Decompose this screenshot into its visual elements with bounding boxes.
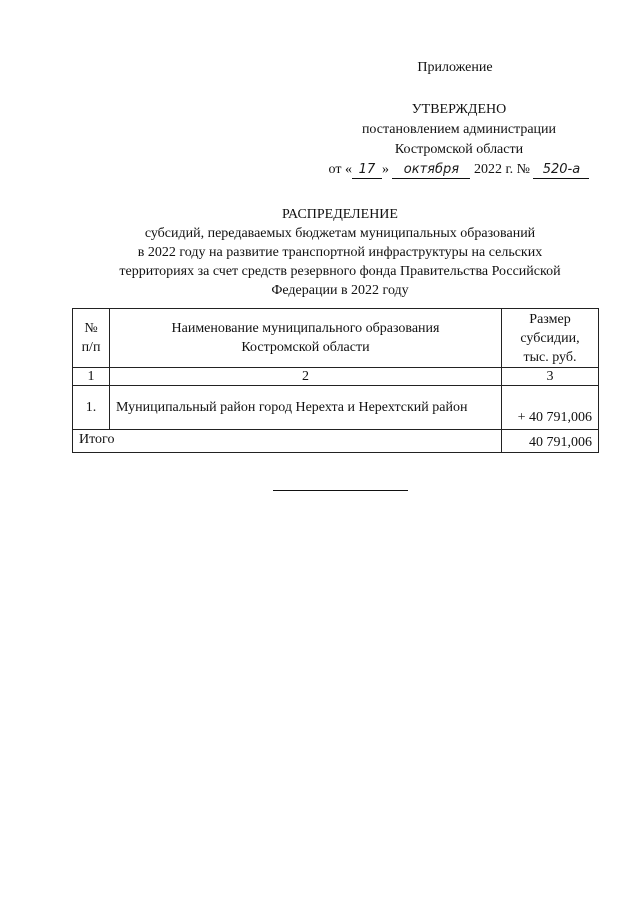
header-amount-line-1: Размер	[529, 311, 571, 327]
distribution-table	[72, 308, 599, 453]
heading-line-2: в 2022 году на развитие транспортной инфраструктуры на сельских	[137, 245, 543, 260]
total-label: Итого	[73, 430, 502, 453]
date-year: 2022 г. №	[473, 162, 530, 177]
heading-line-3: территориях за счет средств резервного фонда Правительства Российской	[119, 264, 561, 279]
row-amount: + 40 791,006	[502, 386, 599, 430]
approval-block	[320, 100, 598, 180]
header-amount	[502, 309, 599, 368]
approved-title: УТВЕРЖДЕНО	[411, 102, 507, 117]
date-mid: »	[381, 162, 389, 177]
document-number: 520-а	[533, 162, 589, 179]
approved-line-2: Костромской области	[394, 142, 524, 157]
total-row	[73, 430, 599, 453]
date-prefix: от «	[328, 162, 352, 177]
header-amount-line-2: субсидии,	[520, 330, 580, 346]
annex-label: Приложение	[417, 60, 493, 75]
column-index-row	[73, 368, 599, 386]
heading-line-4: Федерации в 2022 году	[271, 283, 409, 298]
index-cell: 1	[73, 368, 110, 386]
header-number-line-1: №	[84, 321, 98, 336]
index-cell: 2	[110, 368, 502, 386]
approved-date-line	[320, 160, 598, 180]
date-month: октября	[392, 162, 470, 179]
index-cell: 3	[502, 368, 599, 386]
table-row	[73, 386, 599, 430]
header-number	[73, 309, 110, 368]
row-number: 1.	[73, 386, 110, 430]
total-amount: 40 791,006	[502, 430, 599, 453]
table-header-row	[73, 309, 599, 368]
row-name: Муниципальный район город Нерехта и Нерехтский район	[110, 386, 502, 430]
heading-title: РАСПРЕДЕЛЕНИЕ	[282, 207, 398, 222]
distribution-heading	[90, 205, 590, 300]
approved-line-1: постановлением администрации	[361, 122, 557, 137]
heading-line-1: субсидий, передаваемых бюджетам муниципальных образований	[144, 226, 536, 241]
header-name-line-1: Наименование муниципального образования	[171, 321, 440, 336]
header-amount-line-3: тыс. руб.	[523, 349, 577, 365]
closing-line	[273, 490, 408, 491]
header-name	[110, 309, 502, 368]
header-number-line-2: п/п	[81, 340, 101, 355]
header-name-line-2: Костромской области	[241, 340, 370, 355]
date-day: 17	[352, 162, 382, 179]
